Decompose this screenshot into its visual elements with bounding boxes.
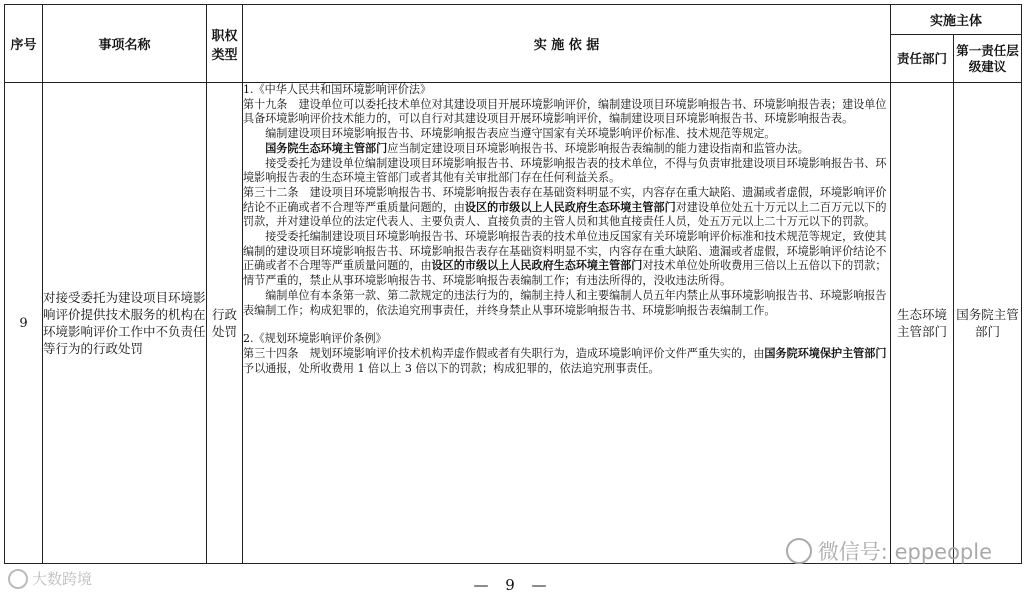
watermark-right-text: 微信号: eppeople [817, 540, 992, 564]
header-seq: 序号 [5, 5, 43, 83]
art19-p3-rest: 应当制定建设项目环境影响报告书、环境影响报告表编制的能力建设指南和监管办法。 [387, 141, 809, 155]
row-dept: 生态环境主管部门 [891, 83, 954, 564]
art32-p1-a: 第三十二条 建设项目环境影响报告书、环境影响报告表存在基础资料明显不实，内容存在重大缺陷、遗漏或者虚假，环境影响评价结论不正确或者不合理等严重质量问题的，由 [243, 185, 887, 214]
wechat-icon [786, 538, 812, 564]
header-dept: 责任部门 [891, 35, 954, 83]
art32-p2 [243, 230, 890, 289]
art19-p2: 编制建设项目环境影响报告书、环境影响报告表应当遵守国家有关环境影响评价标准、技术规范等规定。 [265, 127, 776, 141]
document-table [4, 4, 1022, 564]
art34-bold: 国务院环境保护主管部门 [764, 346, 887, 360]
art19-p4: 接受委托为建设单位编制建设项目环境影响报告书、环境影响报告表的技术单位，不得与负责审批建设项目环境影响报告书、环境影响报告表的生态环境主管部门或者其他有关审批部门存在任何利益关系。 [243, 156, 887, 185]
basis-cell [243, 83, 891, 564]
watermark-left-text: 大数跨境 [32, 570, 93, 588]
page-number: — 9 — [473, 576, 553, 594]
header-item-name: 事项名称 [43, 5, 207, 83]
art19-p1: 第十九条 建设单位可以委托技术单位对其建设项目开展环境影响评价，编制建设项目环境影响报告书、环境影响报告表；建设单位具备环境影响评价技术能力的，可以自行对其建设项目开展环境影响评价，编制建设项目环境影响报告书、环境影响报告表。 [243, 97, 887, 126]
law2-title: 2.《规划环境影响评价条例》 [243, 332, 387, 346]
art32-p3: 编制单位有本条第一款、第二款规定的违法行为的，编制主持人和主要编制人员五年内禁止从事环境影响报告书、环境影响报告表编制工作；构成犯罪的，依法追究刑事责任，并终身禁止从事环境影响报告书、环境影响报告表编制工作。 [243, 288, 887, 317]
header-level: 第一责任层级建议 [954, 35, 1022, 83]
header-power-type: 职权类型 [207, 5, 243, 83]
paragraph-gap [243, 318, 890, 332]
art32-p1-b: 对建设单位处五十万元以上二百万元以下的罚款，并对建设单位的法定代表人、主要负责人、直接负责的主管人员和其他直接责任人员，处五万元以上二十万元以下的罚款。 [243, 200, 887, 229]
watermark-right [786, 536, 992, 566]
art34-a: 第三十四条 规划环境影响评价技术机构弄虚作假或者有失职行为，造成环境影响评价文件严重失实的，由 [243, 346, 765, 360]
art19-p3-bold: 国务院生态环境主管部门 [265, 141, 388, 155]
law1-title: 1.《中华人民共和国环境影响评价法》 [243, 83, 432, 96]
art34-b: 予以通报，处所收费用 1 倍以上 3 倍以下的罚款；构成犯罪的，依法追究刑事责任。 [243, 361, 660, 375]
row-level: 国务院主管部门 [954, 83, 1022, 564]
row-item-name: 对接受委托为建设项目环境影响评价提供技术服务的机构在环境影响评价工作中不负责任等行为的行政处罚 [43, 83, 207, 564]
header-basis: 实 施 依 据 [243, 5, 891, 83]
row-power-type: 行政处罚 [207, 83, 243, 564]
art34 [243, 347, 890, 376]
row-seq: 9 [5, 83, 43, 564]
art32-p1 [243, 186, 890, 230]
art32-p1-bold: 设区的市级以上人民政府生态环境主管部门 [464, 200, 676, 214]
art32-p2-bold: 设区的市级以上人民政府生态环境主管部门 [431, 259, 643, 273]
art19-p3 [243, 142, 890, 157]
art32-p2-a: 接受委托编制建设项目环境影响报告书、环境影响报告表的技术单位违反国家有关环境影响评价标准和技术规范等规定，致使其编制的建设项目环境影响报告书、环境影响报告表存在基础资料明显不实，内容存在重大缺陷、遗漏或者虚假，环境影响评价结论不正确或者不合理等严重质量问题的，由 [243, 230, 887, 273]
art32-p2-b: 对技术单位处所收费用三倍以上五倍以下的罚款；情节严重的，禁止从事环境影响报告书、环境影响报告表编制工作；有违法所得的，没收违法所得。 [243, 259, 887, 288]
header-subject: 实施主体 [891, 5, 1022, 35]
